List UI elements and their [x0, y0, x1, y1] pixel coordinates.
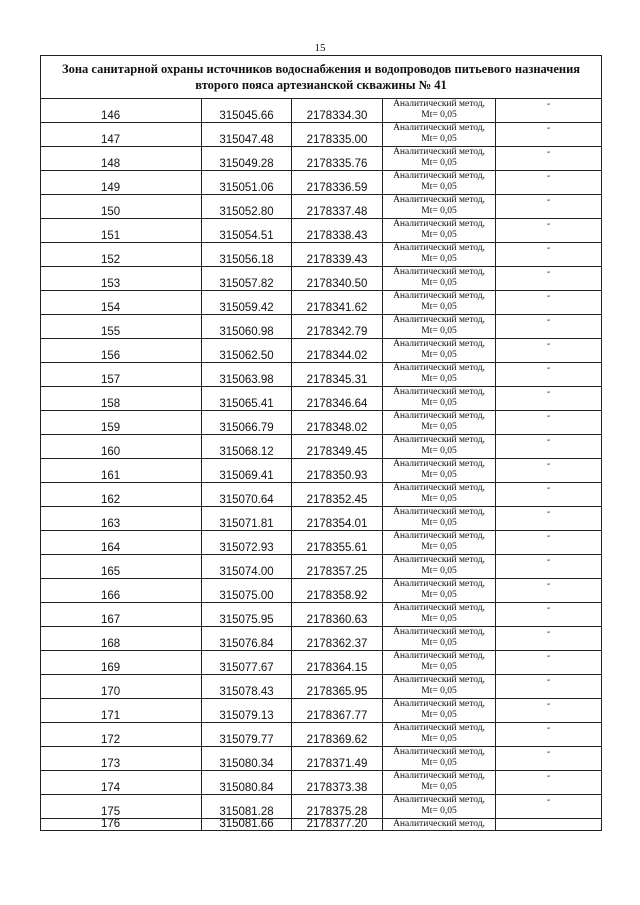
method-precision: Mt= 0,05: [421, 230, 457, 240]
note-cell: -: [496, 147, 602, 171]
y-coordinate: 2178344.02: [292, 339, 383, 363]
x-coordinate: 315052.80: [202, 195, 292, 219]
y-coordinate: 2178375.28: [292, 795, 383, 819]
y-coordinate: 2178334.30: [292, 99, 383, 123]
table-row: [41, 267, 602, 291]
y-coordinate: 2178352.45: [292, 483, 383, 507]
y-coordinate: 2178335.76: [292, 147, 383, 171]
y-coordinate: 2178338.43: [292, 219, 383, 243]
table-row: [41, 435, 602, 459]
method-precision: Mt= 0,05: [421, 398, 457, 408]
table-row: [41, 531, 602, 555]
determination-method: [383, 579, 496, 603]
method-label: Аналитический метод,: [393, 219, 485, 229]
method-label: Аналитический метод,: [393, 555, 485, 565]
x-coordinate: 315049.28: [202, 147, 292, 171]
table-row: [41, 651, 602, 675]
point-number: 173: [41, 747, 202, 771]
method-label: Аналитический метод,: [393, 795, 485, 805]
x-coordinate: 315054.51: [202, 219, 292, 243]
method-label: Аналитический метод,: [393, 435, 485, 445]
point-number: 159: [41, 411, 202, 435]
y-coordinate: 2178340.50: [292, 267, 383, 291]
table-row: [41, 603, 602, 627]
point-number: 164: [41, 531, 202, 555]
x-coordinate: 315070.64: [202, 483, 292, 507]
point-number: 176: [41, 819, 202, 831]
x-coordinate: 315078.43: [202, 675, 292, 699]
y-coordinate: 2178336.59: [292, 171, 383, 195]
determination-method: [383, 387, 496, 411]
point-number: 175: [41, 795, 202, 819]
x-coordinate: 315076.84: [202, 627, 292, 651]
method-precision: Mt= 0,05: [421, 374, 457, 384]
determination-method: [383, 675, 496, 699]
note-cell: [496, 819, 602, 831]
method-label: Аналитический метод,: [393, 819, 485, 829]
method-label: Аналитический метод,: [393, 771, 485, 781]
method-label: Аналитический метод,: [393, 339, 485, 349]
point-number: 165: [41, 555, 202, 579]
determination-method: [383, 267, 496, 291]
table-row: [41, 747, 602, 771]
x-coordinate: 315081.28: [202, 795, 292, 819]
table-title-row: [41, 56, 602, 99]
method-label: Аналитический метод,: [393, 411, 485, 421]
note-cell: -: [496, 243, 602, 267]
y-coordinate: 2178355.61: [292, 531, 383, 555]
method-label: Аналитический метод,: [393, 99, 485, 109]
note-cell: -: [496, 411, 602, 435]
method-precision: Mt= 0,05: [421, 518, 457, 528]
method-label: Аналитический метод,: [393, 531, 485, 541]
y-coordinate: 2178345.31: [292, 363, 383, 387]
determination-method: [383, 315, 496, 339]
method-precision: Mt= 0,05: [421, 710, 457, 720]
table-row: [41, 219, 602, 243]
x-coordinate: 315068.12: [202, 435, 292, 459]
y-coordinate: 2178358.92: [292, 579, 383, 603]
table-row: [41, 795, 602, 819]
x-coordinate: 315075.95: [202, 603, 292, 627]
method-precision: Mt= 0,05: [421, 326, 457, 336]
y-coordinate: 2178371.49: [292, 747, 383, 771]
method-precision: Mt= 0,05: [421, 422, 457, 432]
method-precision: Mt= 0,05: [421, 662, 457, 672]
page-number: 15: [314, 42, 326, 54]
determination-method: [383, 795, 496, 819]
determination-method: [383, 339, 496, 363]
method-precision: Mt= 0,05: [421, 278, 457, 288]
method-label: Аналитический метод,: [393, 579, 485, 589]
note-cell: -: [496, 771, 602, 795]
note-cell: -: [496, 171, 602, 195]
y-coordinate: 2178350.93: [292, 459, 383, 483]
determination-method: [383, 723, 496, 747]
point-number: 169: [41, 651, 202, 675]
table-row: [41, 411, 602, 435]
method-label: Аналитический метод,: [393, 459, 485, 469]
method-label: Аналитический метод,: [393, 699, 485, 709]
determination-method: [383, 819, 496, 831]
x-coordinate: 315071.81: [202, 507, 292, 531]
point-number: 162: [41, 483, 202, 507]
table-row: [41, 339, 602, 363]
note-cell: -: [496, 363, 602, 387]
method-precision: Mt= 0,05: [421, 542, 457, 552]
note-cell: -: [496, 795, 602, 819]
method-precision: Mt= 0,05: [421, 806, 457, 816]
x-coordinate: 315080.84: [202, 771, 292, 795]
point-number: 166: [41, 579, 202, 603]
point-number: 150: [41, 195, 202, 219]
determination-method: [383, 195, 496, 219]
table-row: [41, 819, 602, 831]
method-label: Аналитический метод,: [393, 723, 485, 733]
determination-method: [383, 699, 496, 723]
method-label: Аналитический метод,: [393, 147, 485, 157]
y-coordinate: 2178362.37: [292, 627, 383, 651]
method-precision: Mt= 0,05: [421, 206, 457, 216]
point-number: 146: [41, 99, 202, 123]
point-number: 161: [41, 459, 202, 483]
method-precision: Mt= 0,05: [421, 638, 457, 648]
note-cell: -: [496, 747, 602, 771]
coordinates-table: [40, 55, 602, 831]
x-coordinate: 315062.50: [202, 339, 292, 363]
method-label: Аналитический метод,: [393, 291, 485, 301]
determination-method: [383, 747, 496, 771]
determination-method: [383, 603, 496, 627]
y-coordinate: 2178360.63: [292, 603, 383, 627]
method-precision: Mt= 0,05: [421, 134, 457, 144]
method-label: Аналитический метод,: [393, 267, 485, 277]
determination-method: [383, 435, 496, 459]
point-number: 149: [41, 171, 202, 195]
method-precision: Mt= 0,05: [421, 590, 457, 600]
determination-method: [383, 627, 496, 651]
point-number: 148: [41, 147, 202, 171]
note-cell: -: [496, 675, 602, 699]
table-row: [41, 507, 602, 531]
x-coordinate: 315063.98: [202, 363, 292, 387]
method-precision: Mt= 0,05: [421, 254, 457, 264]
point-number: 170: [41, 675, 202, 699]
table-title: Зона санитарной охраны источников водоснабжения и водопроводов питьевого назначения второго пояса артезианской скважины № 41: [41, 56, 602, 99]
note-cell: -: [496, 99, 602, 123]
x-coordinate: 315045.66: [202, 99, 292, 123]
table-row: [41, 627, 602, 651]
y-coordinate: 2178346.64: [292, 387, 383, 411]
table-row: [41, 243, 602, 267]
table-row: [41, 387, 602, 411]
table-row: [41, 195, 602, 219]
method-precision: Mt= 0,05: [421, 158, 457, 168]
note-cell: -: [496, 651, 602, 675]
table-row: [41, 147, 602, 171]
method-label: Аналитический метод,: [393, 195, 485, 205]
x-coordinate: 315080.34: [202, 747, 292, 771]
table-row: [41, 291, 602, 315]
table-row: [41, 123, 602, 147]
method-label: Аналитический метод,: [393, 675, 485, 685]
note-cell: -: [496, 723, 602, 747]
method-precision: Mt= 0,05: [421, 350, 457, 360]
table-row: [41, 171, 602, 195]
note-cell: -: [496, 699, 602, 723]
y-coordinate: 2178365.95: [292, 675, 383, 699]
x-coordinate: 315075.00: [202, 579, 292, 603]
point-number: 152: [41, 243, 202, 267]
y-coordinate: 2178367.77: [292, 699, 383, 723]
point-number: 151: [41, 219, 202, 243]
method-precision: Mt= 0,05: [421, 446, 457, 456]
y-coordinate: 2178373.38: [292, 771, 383, 795]
method-label: Аналитический метод,: [393, 315, 485, 325]
x-coordinate: 315051.06: [202, 171, 292, 195]
method-label: Аналитический метод,: [393, 651, 485, 661]
point-number: 160: [41, 435, 202, 459]
y-coordinate: 2178348.02: [292, 411, 383, 435]
x-coordinate: 315081.66: [202, 819, 292, 831]
point-number: 167: [41, 603, 202, 627]
method-label: Аналитический метод,: [393, 123, 485, 133]
y-coordinate: 2178364.15: [292, 651, 383, 675]
note-cell: -: [496, 459, 602, 483]
x-coordinate: 315079.77: [202, 723, 292, 747]
determination-method: [383, 171, 496, 195]
point-number: 158: [41, 387, 202, 411]
method-label: Аналитический метод,: [393, 747, 485, 757]
table-row: [41, 579, 602, 603]
determination-method: [383, 363, 496, 387]
determination-method: [383, 123, 496, 147]
determination-method: [383, 147, 496, 171]
y-coordinate: 2178349.45: [292, 435, 383, 459]
method-label: Аналитический метод,: [393, 387, 485, 397]
note-cell: -: [496, 627, 602, 651]
x-coordinate: 315060.98: [202, 315, 292, 339]
method-precision: Mt= 0,05: [421, 470, 457, 480]
y-coordinate: 2178357.25: [292, 555, 383, 579]
note-cell: -: [496, 507, 602, 531]
method-precision: Mt= 0,05: [421, 614, 457, 624]
point-number: 174: [41, 771, 202, 795]
table-row: [41, 483, 602, 507]
determination-method: [383, 411, 496, 435]
table-row: [41, 555, 602, 579]
x-coordinate: 315056.18: [202, 243, 292, 267]
y-coordinate: 2178369.62: [292, 723, 383, 747]
note-cell: -: [496, 267, 602, 291]
table-row: [41, 771, 602, 795]
determination-method: [383, 771, 496, 795]
point-number: 147: [41, 123, 202, 147]
y-coordinate: 2178335.00: [292, 123, 383, 147]
note-cell: -: [496, 291, 602, 315]
note-cell: -: [496, 123, 602, 147]
method-label: Аналитический метод,: [393, 171, 485, 181]
method-label: Аналитический метод,: [393, 603, 485, 613]
method-precision: Mt= 0,05: [421, 758, 457, 768]
x-coordinate: 315069.41: [202, 459, 292, 483]
x-coordinate: 315077.67: [202, 651, 292, 675]
table-row: [41, 363, 602, 387]
point-number: 172: [41, 723, 202, 747]
note-cell: -: [496, 555, 602, 579]
table-row: [41, 723, 602, 747]
x-coordinate: 315059.42: [202, 291, 292, 315]
determination-method: [383, 459, 496, 483]
determination-method: [383, 507, 496, 531]
method-precision: Mt= 0,05: [421, 302, 457, 312]
table-row: [41, 699, 602, 723]
table-row: [41, 315, 602, 339]
method-precision: Mt= 0,05: [421, 782, 457, 792]
determination-method: [383, 99, 496, 123]
determination-method: [383, 243, 496, 267]
note-cell: -: [496, 219, 602, 243]
x-coordinate: 315074.00: [202, 555, 292, 579]
note-cell: -: [496, 195, 602, 219]
point-number: 171: [41, 699, 202, 723]
determination-method: [383, 651, 496, 675]
determination-method: [383, 219, 496, 243]
note-cell: -: [496, 579, 602, 603]
note-cell: -: [496, 483, 602, 507]
point-number: 168: [41, 627, 202, 651]
x-coordinate: 315079.13: [202, 699, 292, 723]
method-precision: Mt= 0,05: [421, 686, 457, 696]
determination-method: [383, 291, 496, 315]
point-number: 153: [41, 267, 202, 291]
point-number: 163: [41, 507, 202, 531]
method-label: Аналитический метод,: [393, 243, 485, 253]
y-coordinate: 2178342.79: [292, 315, 383, 339]
note-cell: -: [496, 435, 602, 459]
point-number: 156: [41, 339, 202, 363]
point-number: 154: [41, 291, 202, 315]
x-coordinate: 315065.41: [202, 387, 292, 411]
determination-method: [383, 531, 496, 555]
note-cell: -: [496, 603, 602, 627]
x-coordinate: 315057.82: [202, 267, 292, 291]
method-label: Аналитический метод,: [393, 483, 485, 493]
method-label: Аналитический метод,: [393, 627, 485, 637]
y-coordinate: 2178377.20: [292, 819, 383, 831]
method-precision: Mt= 0,05: [421, 182, 457, 192]
x-coordinate: 315066.79: [202, 411, 292, 435]
x-coordinate: 315047.48: [202, 123, 292, 147]
point-number: 157: [41, 363, 202, 387]
method-precision: Mt= 0,05: [421, 494, 457, 504]
point-number: 155: [41, 315, 202, 339]
table-row: [41, 99, 602, 123]
note-cell: -: [496, 339, 602, 363]
y-coordinate: 2178339.43: [292, 243, 383, 267]
note-cell: -: [496, 315, 602, 339]
determination-method: [383, 483, 496, 507]
y-coordinate: 2178354.01: [292, 507, 383, 531]
note-cell: -: [496, 387, 602, 411]
x-coordinate: 315072.93: [202, 531, 292, 555]
method-label: Аналитический метод,: [393, 363, 485, 373]
method-precision: Mt= 0,05: [421, 566, 457, 576]
table-row: [41, 675, 602, 699]
y-coordinate: 2178337.48: [292, 195, 383, 219]
method-precision: Mt= 0,05: [421, 734, 457, 744]
method-precision: Mt= 0,05: [421, 110, 457, 120]
determination-method: [383, 555, 496, 579]
method-label: Аналитический метод,: [393, 507, 485, 517]
note-cell: -: [496, 531, 602, 555]
table-row: [41, 459, 602, 483]
y-coordinate: 2178341.62: [292, 291, 383, 315]
